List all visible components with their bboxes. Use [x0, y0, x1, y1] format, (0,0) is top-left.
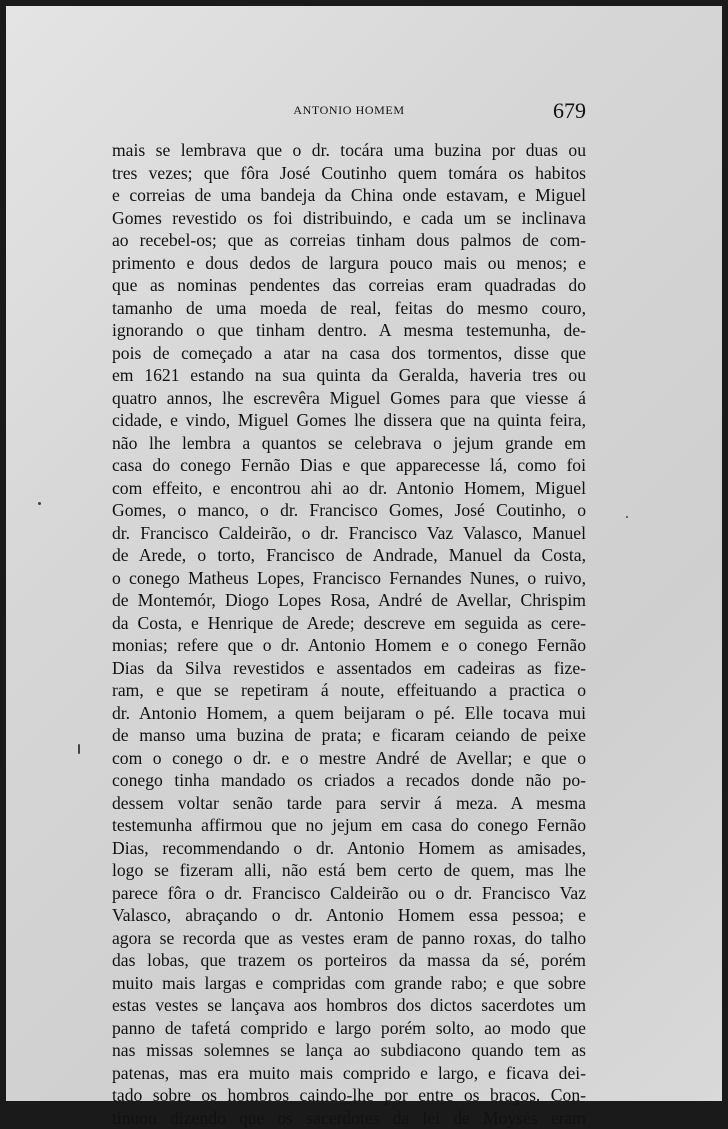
page-number: 679 [553, 98, 586, 124]
text-line: tinuou dizendo que os sacerdotes da lei de Moysés eram [112, 1107, 586, 1129]
text-line: em 1621 estando na sua quinta da Geralda, haveria tres ou [112, 364, 586, 387]
running-title: ANTONIO HOMEM [112, 103, 586, 118]
text-line: panno de tafetá comprido e largo porém solto, ao modo que [112, 1017, 586, 1040]
text-line: dr. Francisco Caldeirão, o dr. Francisco Vaz Valasco, Manuel [112, 522, 586, 545]
text-line: ignorando o que tinham dentro. A mesma testemunha, de- [112, 319, 586, 342]
text-line: e correias de uma bandeja da China onde estavam, e Miguel [112, 184, 586, 207]
text-line: parece fôra o dr. Francisco Caldeirão ou o dr. Francisco Vaz [112, 882, 586, 905]
running-head [112, 98, 586, 128]
paper-speck [38, 502, 41, 505]
text-line: da Costa, e Henrique de Arede; descreve em seguida as cere- [112, 612, 586, 635]
text-line: Dias da Silva revestidos e assentados em cadeiras as fize- [112, 657, 586, 680]
text-line: dr. Antonio Homem, a quem beijaram o pé. Elle tocava mui [112, 702, 586, 725]
text-line: com o conego o dr. e o mestre André de Avellar; e que o [112, 747, 586, 770]
text-line: agora se recorda que as vestes eram de panno roxas, do talho [112, 927, 586, 950]
text-line: Gomes revestido os foi distribuindo, e cada um se inclinava [112, 207, 586, 230]
text-line: conego tinha mandado os criados a recados donde não po- [112, 769, 586, 792]
text-line: o conego Matheus Lopes, Francisco Fernandes Nunes, o ruivo, [112, 567, 586, 590]
text-line: estas vestes se lançava aos hombros dos dictos sacerdotes um [112, 994, 586, 1017]
text-line: primento e dous dedos de largura pouco mais ou menos; e [112, 252, 586, 275]
text-line: cidade, e vindo, Miguel Gomes lhe dissera que na quinta feira, [112, 409, 586, 432]
text-line: tres vezes; que fôra José Coutinho quem tomára os habitos [112, 162, 586, 185]
text-line: de Montemór, Diogo Lopes Rosa, André de Avellar, Chrispim [112, 589, 586, 612]
text-line: de Arede, o torto, Francisco de Andrade, Manuel da Costa, [112, 544, 586, 567]
text-line: que as nominas pendentes das correias eram quadradas do [112, 274, 586, 297]
text-line: não lhe lembra a quantos se celebrava o jejum grande em [112, 432, 586, 455]
text-line: patenas, mas era muito mais comprido e largo, e ficava dei- [112, 1062, 586, 1085]
body-text [112, 139, 586, 1129]
text-line: Valasco, abraçando o dr. Antonio Homem essa pessoa; e [112, 904, 586, 927]
text-line: quatro annos, lhe escrevêra Miguel Gomes para que viesse á [112, 387, 586, 410]
text-line: Gomes, o manco, o dr. Francisco Gomes, José Coutinho, o [112, 499, 586, 522]
text-line: ao recebel-os; que as correias tinham dous palmos de com- [112, 229, 586, 252]
text-line: mais se lembrava que o dr. tocára uma buzina por duas ou [112, 139, 586, 162]
book-page [6, 6, 722, 1101]
text-line: logo se fizeram alli, não está bem certo de quem, mas lhe [112, 859, 586, 882]
text-line: testemunha affirmou que no jejum em casa do conego Fernão [112, 814, 586, 837]
text-line: dessem voltar senão tarde para servir á meza. A mesma [112, 792, 586, 815]
text-line: nas missas solemnes se lança ao subdiacono quando tem as [112, 1039, 586, 1062]
paper-speck [78, 744, 80, 754]
text-line: tado sobre os hombros caindo-lhe por entre os braços. Con- [112, 1084, 586, 1107]
text-line: casa do conego Fernão Dias e que apparecesse lá, como foi [112, 454, 586, 477]
text-line: monias; refere que o dr. Antonio Homem e o conego Fernão [112, 634, 586, 657]
text-line: com effeito, e encontrou ahi ao dr. Antonio Homem, Miguel [112, 477, 586, 500]
text-line: de manso uma buzina de prata; e ficaram ceiando de peixe [112, 724, 586, 747]
text-line: tamanho de uma moeda de real, feitas do mesmo couro, [112, 297, 586, 320]
paper-speck [626, 516, 628, 518]
text-line: muito mais largas e compridas com grande rabo; e que sobre [112, 972, 586, 995]
text-line: pois de começado a atar na casa dos tormentos, disse que [112, 342, 586, 365]
text-line: das lobas, que trazem os porteiros da massa da sé, porém [112, 949, 586, 972]
text-line: Dias, recommendando o dr. Antonio Homem as amisades, [112, 837, 586, 860]
text-line: ram, e que se repetiram á noute, effeituando a practica o [112, 679, 586, 702]
